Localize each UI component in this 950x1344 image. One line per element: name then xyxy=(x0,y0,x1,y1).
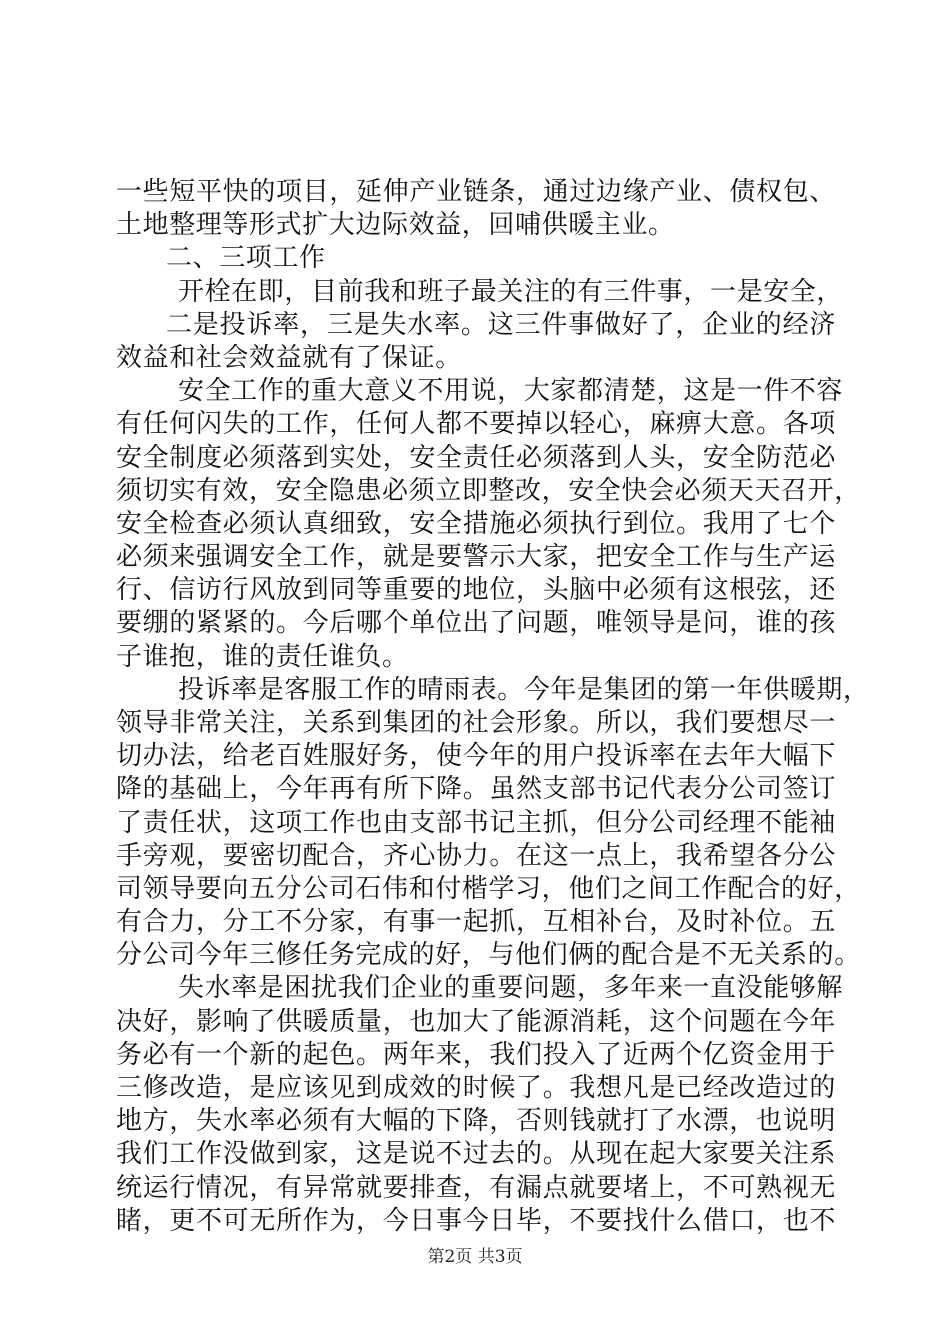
text-line: 务必有一个新的起色。两年来，我们投入了近两个亿资金用于 xyxy=(116,1040,836,1070)
text-line: 安全检查必须认真细致，安全措施必须执行到位。我用了七个 xyxy=(116,509,836,539)
text-line: 地方，失水率必须有大幅的下降，否则钱就打了水漂，也说明 xyxy=(116,1106,836,1136)
text-line: 统运行情况，有异常就要排查，有漏点就要堵上，不可熟视无 xyxy=(116,1173,836,1203)
paragraph-start: 投诉率是客服工作的晴雨表。今年是集团的第一年供暖期， xyxy=(178,675,870,705)
text-line: 三修改造，是应该见到成效的时候了。我想凡是已经改造过的 xyxy=(116,1073,836,1103)
text-line: 有合力，分工不分家，有事一起抓，互相补台，及时补位。五 xyxy=(116,907,836,937)
text-line: 分公司今年三修任务完成的好，与他们俩的配合是不无关系的。 xyxy=(116,940,861,970)
paragraph-start: 失水率是困扰我们企业的重要问题，多年来一直没能够解 xyxy=(178,973,844,1003)
text-line: 行、信访行风放到同等重要的地位，头脑中必须有这根弦，还 xyxy=(116,575,836,605)
text-line-last: 睹，更不可无所作为，今日事今日毕，不要找什么借口，也不 xyxy=(116,1206,836,1236)
paragraph-start: 安全工作的重大意义不用说，大家都清楚，这是一件不容 xyxy=(178,376,844,406)
text-line: 必须来强调安全工作，就是要警示大家，把安全工作与生产运 xyxy=(116,542,836,572)
text-line: 了责任状，这项工作也由支部书记主抓，但分公司经理不能袖 xyxy=(116,808,836,838)
text-line: 降的基础上，今年再有所下降。虽然支部书记代表分公司签订 xyxy=(116,774,836,804)
text-line: 效益和社会效益就有了保证。 xyxy=(116,343,462,373)
text-line: 司领导要向五分公司石伟和付楷学习，他们之间工作配合的好， xyxy=(116,874,861,904)
text-line: 开栓在即，目前我和班子最关注的有三件事，一是安全， xyxy=(178,277,844,307)
text-line: 我们工作没做到家，这是说不过去的。从现在起大家要关注系 xyxy=(116,1139,836,1169)
section-heading: 二、三项工作 xyxy=(166,243,326,273)
text-line: 须切实有效，安全隐患必须立即整改，安全快会必须天天召开， xyxy=(116,476,861,506)
text-line: 子谁抱，谁的责任谁负。 xyxy=(116,642,409,672)
text-line: 有任何闪失的工作，任何人都不要掉以轻心，麻痹大意。各项 xyxy=(116,409,836,439)
text-line: 安全制度必须落到实处，安全责任必须落到人头，安全防范必 xyxy=(116,443,836,473)
text-line: 领导非常关注，关系到集团的社会形象。所以，我们要想尽一 xyxy=(116,708,836,738)
text-line: 要绷的紧紧的。今后哪个单位出了问题，唯领导是问，谁的孩 xyxy=(116,608,836,638)
text-line: 手旁观，要密切配合，齐心协力。在这一点上，我希望各分公 xyxy=(116,841,836,871)
text-line: 土地整理等形式扩大边际效益，回哺供暖主业。 xyxy=(116,210,675,240)
page-footer: 第2页 共3页 xyxy=(427,1247,523,1267)
text-line: 决好，影响了供暖质量，也加大了能源消耗，这个问题在今年 xyxy=(116,1007,836,1037)
text-line: 二是投诉率，三是失水率。这三件事做好了，企业的经济 xyxy=(166,310,836,340)
text-line: 一些短平快的项目，延伸产业链条，通过边缘产业、债权包、 xyxy=(116,177,836,207)
text-line: 切办法，给老百姓服好务，使今年的用户投诉率在去年大幅下 xyxy=(116,741,836,771)
